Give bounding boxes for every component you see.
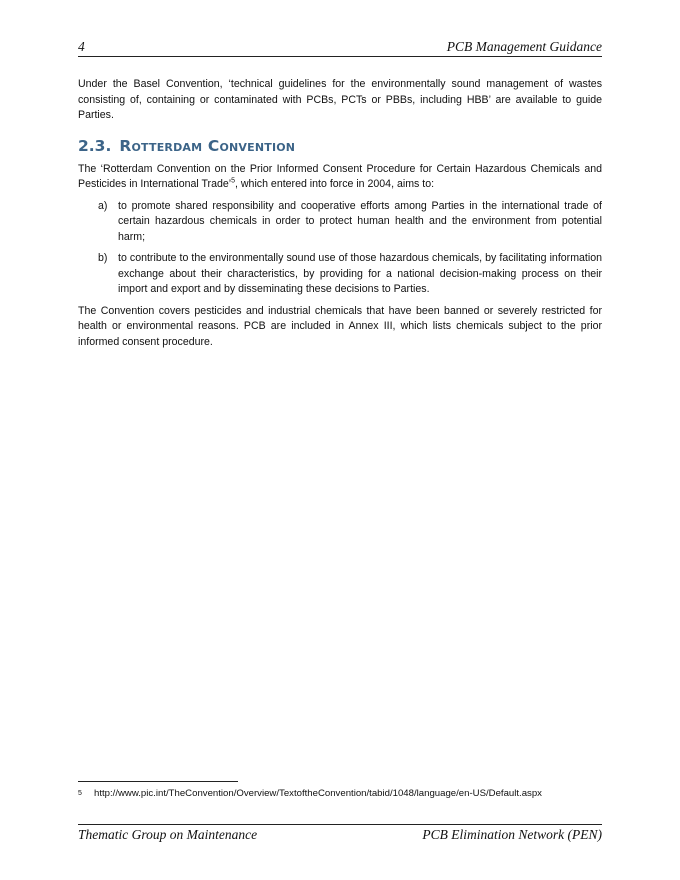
intro-paragraph: Under the Basel Convention, ‘technical guidelines for the environmentally sound management of wastes consisting of, containing or contaminated with PCBs, PCTs or PBBs, including HBB’ are available to guide Parties. [78,78,602,121]
list-item [78,251,602,298]
footnote-link[interactable]: http://www.pic.int/TheConvention/Overview/TextoftheConvention/tabid/1048/language/en-US/Default.aspx [94,788,542,799]
footnote-number: 5 [78,790,82,797]
list-item-text: to contribute to the environmentally sound use of those hazardous chemicals, by facilitating information exchange about their characteristics, by providing for a national decision-making process on their import and export and by disseminating these decisions to Parties. [118,252,602,295]
page-number: 4 [78,39,85,54]
footnote-separator [78,781,238,782]
coverage-paragraph: The Convention covers pesticides and industrial chemicals that have been banned or severely restricted for health or environmental reasons. PCB are included in Annex III, which lists chemicals subject to the prior informed consent procedure. [78,304,602,348]
footer-left: Thematic Group on Maintenance [78,827,258,842]
aims-list [78,199,602,298]
document-title: PCB Management Guidance [446,39,602,54]
rotterdam-paragraph-start: The ‘Rotterdam Convention on the Prior Informed Consent Procedure for Certain Hazardous Chemicals and Pesticides in International Trade’ [78,162,602,190]
rotterdam-paragraph-end: , which entered into force in 2004, aims to: [235,178,435,190]
list-marker: a) [98,199,108,212]
section-number: 2.3. [78,136,112,155]
footnote [78,787,602,800]
section-heading [78,136,602,156]
footnote-reference: 5 [231,177,236,185]
page-content [78,77,602,350]
section-title: Rotterdam Convention [119,136,296,155]
list-marker: b) [98,252,108,264]
list-item-text: to promote shared responsibility and cooperative efforts among Parties in the international trade of certain hazardous chemicals in order to protect human health and the environment from potential harm; [118,199,602,243]
running-footer [78,824,602,843]
rotterdam-paragraph [78,162,602,193]
list-item [78,199,602,246]
footer-right: PCB Elimination Network (PEN) [422,827,602,842]
running-header [78,38,602,57]
